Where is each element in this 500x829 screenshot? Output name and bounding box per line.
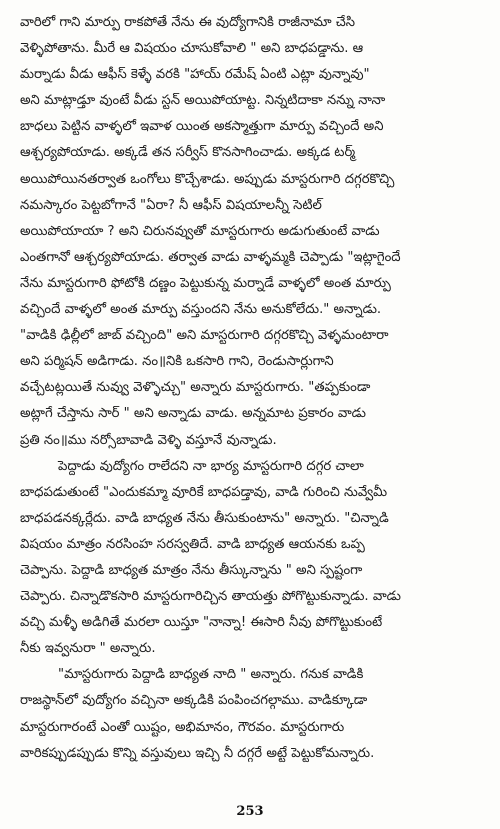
text-line: పెద్దాడు వుద్యోగం రాలేదని నా భార్య మాస్టరుగారి దగ్గర చాలా — [58, 458, 364, 474]
text-line: రాజస్థాన్‌లో వుద్యోగం వచ్చినా అక్కడికి పంపించగల్గాము. వాడిక్కూడా — [20, 693, 368, 709]
text-line: బాధపడుతుంటే "ఎందుకమ్మా వూరికే బాధపడ్తావు, వాడి గురించి నువ్వేమీ — [20, 484, 388, 500]
text-line: చెప్పారు. చిన్నాడొకసారి మాస్టరుగారిచ్చిన తాయత్తు పోగొట్టుకున్నాడు. వాడు — [20, 589, 401, 605]
body-text — [20, 10, 486, 767]
page-number: 253 — [236, 804, 264, 819]
text-line: అని పర్మిషన్ అడిగాడు. నం॥నికి ఒకసారి గాని, రెండుసార్లుగాని — [20, 354, 334, 370]
text-line: "వాడికి ఢిల్లీలో జాబ్ వచ్చింది" అని మాస్టరుగారి దగ్గరకొచ్చి వెళ్ళమంటారా — [20, 328, 389, 344]
text-line: అయిపోయినతర్వాత ఒంగోలు కొచ్చేశాడు. అప్పుడు మాస్టరుగారి దగ్గరకొచ్చి — [20, 171, 395, 187]
text-line: అని మాట్లాడ్తూ వుంటే వీడు స్టన్ అయిపోయాట్ట. నిన్నటిదాకా నన్ను నానా — [20, 93, 386, 109]
text-line: ప్రతి నం॥ము నర్సోబావాడి వెళ్ళి వస్తూనే వున్నాడు. — [20, 432, 277, 448]
text-line: మర్నాడు వీడు ఆఫీస్ కెళ్ళే వరకి "హాయ్ రమేష్ ఏంటి ఎట్లా వున్నావు" — [20, 67, 370, 83]
text-line: వచ్చిందే వాళ్ళలో అంత మార్పు వస్తుందని నేను అనుకోలేదు." అన్నాడు. — [20, 302, 382, 318]
text-line: మాస్టరుగారంటే ఎంతో యిష్టం, అభిమానం, గౌరవం. మాస్టరుగారు — [20, 719, 345, 735]
text-line: వచ్చేటట్లయితే నువ్వు వెళ్ళొచ్చు" అన్నారు మాస్టరుగారు. "తప్పకుండా — [20, 380, 371, 396]
text-line: వారికప్పుడప్పుడు కొన్ని వస్తువులు ఇచ్చి నీ దగ్గరే అట్టే పెట్టుకోమన్నారు. — [20, 745, 375, 761]
text-line: నమస్కారం పెట్టబోగానే "ఏరా? నీ ఆఫీస్ విషయాలన్నీ సెటిల్ — [20, 197, 322, 213]
text-line: వెళ్ళిపోతాను. మీరే ఆ విషయం చూసుకోవాలి " అని బాధపడ్డాను. ఆ — [20, 41, 364, 57]
text-line: వచ్చి మళ్ళీ అడిగితే మరలా యిస్తూ "నాన్నా! ఈసారి నీవు పోగొట్టుకుంటే — [20, 615, 383, 631]
text-line: బాధపడనక్కర్లేదు. వాడి బాధ్యత నేను తీసుకుంటాను" అన్నారు. "చిన్నాడి — [20, 510, 389, 526]
text-line: నీకు ఇవ్వనురా " అన్నారు. — [20, 641, 156, 657]
text-line: ఆశ్చర్యపోయాడు. అక్కడే తన సర్వీస్ కొనసాగించాడు. అక్కడ టర్మ్ — [20, 145, 356, 161]
paragraph-1 — [20, 10, 486, 454]
text-line: వారిలో గాని మార్పు రాకపోతే నేను ఈ వుద్యోగానికి రాజీనామా చేసి — [20, 15, 356, 30]
text-line: బాధలు పెట్టిన వాళ్ళలో ఇవాళ యింత అకస్మాత్తుగా మార్పు వచ్చిందే అని — [20, 119, 384, 135]
text-line: "మాస్టరుగారు పెద్దాడి బాధ్యత నాది " అన్నారు. గనుక వాడికి — [58, 667, 364, 683]
text-line: అయిపోయాయా ? అని చిరునవ్వుతో మాస్టరుగారు అడుగుతుంటే వాడు — [20, 223, 380, 239]
paragraph-2 — [20, 454, 486, 663]
text-line: అట్లాగే చేస్తాను సార్ " అని అన్నాడు వాడు. అన్నమాట ప్రకారం వాడు — [20, 406, 366, 422]
paragraph-3 — [20, 662, 486, 766]
text-line: విషయం మాత్రం నరసింహ సరస్వతిదే. వాడి బాధ్యత ఆయనకు ఒప్ప — [20, 536, 365, 552]
text-line: చెప్పాను. పెద్దాడి బాధ్యత మాత్రం నేను తీస్కున్నాను " అని స్పష్టంగా — [20, 562, 363, 578]
text-line: ఎంతగానో ఆశ్చర్యపోయాడు. తర్వాత వాడు వాళ్ళమ్మకి చెప్పాడు "ఇట్లాగైందే — [20, 249, 401, 265]
text-line: నేను మాస్టరుగారి ఫోటోకి దణ్ణం పెట్టుకున్న మర్నాడే వాళ్ళలో అంత మార్పు — [20, 275, 391, 291]
